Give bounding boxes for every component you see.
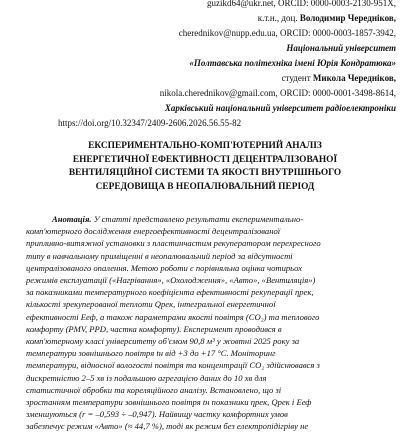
abstract-line: Анотація. У статті представлено результати експериментально- (52, 214, 304, 224)
abstract-line: зменшуються (r = –0,593 ÷ –0,947). Найвищу частку комфортних умов (26, 409, 288, 420)
author-name-student: Микола Чередніков, (312, 73, 396, 83)
abstract-line: забезпечує режим «Авто» (≈ 44,7 %), тоді як режим без електропідігріву не (26, 421, 309, 432)
abstract-line: температури, відносної вологості повітря та концентрації CO₂ здійснювався з (26, 360, 320, 371)
abstract-line: централізованого опалення. Метою роботи є порівняльна оцінка чотирьох (26, 262, 303, 273)
paper-title (40, 140, 370, 194)
abstract-line: температури зовнішнього повітря tн від +3 до +17 °С. Моніторинг (26, 348, 276, 359)
abstract-line: комфорту (PMV, PPD, частка комфорту). Експеримент проводився в (26, 323, 282, 334)
abstract-line: припливно-витяжної установки з пластинчастим рекуператором перехресного (26, 238, 321, 249)
title-line: ЕНЕРГЕТИЧНОЇ ЕФЕКТИВНОСТІ ДЕЦЕНТРАЛІЗОВАНОЇ (72, 154, 338, 165)
author-degree: к.т.н., доц. (257, 13, 300, 23)
abstract-line: ефективності Eеф, а також параметрами якості повітря (CO₂) та теплового (26, 311, 320, 322)
abstract-line: за показниками температурного коефіцієнта ефективності рекуперації ηрек, (26, 287, 314, 298)
doi-link[interactable]: https://doi.org/10.32347/2409-2606.2026.56.55-82 (58, 118, 242, 128)
abstract-line: комп'ютерного дослідження енергоефективності децентралізованої (26, 226, 281, 237)
title-line: ЕКСПЕРИМЕНТАЛЬНО-КОМП'ЮТЕРНИЙ АНАЛІЗ (88, 141, 322, 151)
author-name-3 (282, 72, 396, 85)
author-status: студент (281, 73, 313, 83)
abstract-line: кількості зрекуперованої теплоти Qрек, інтегральної енергетичної (26, 299, 276, 310)
abstract-label: Анотація. (52, 214, 92, 224)
affiliation-1b: «Полтавська політехніка імені Юрія Кондратюка» (189, 58, 396, 68)
author-email-2: cherednikov@nupp.edu.ua, ORCID: 0000-0003-1857-3942, (178, 28, 396, 38)
author-name: Володимир Чередніков, (299, 13, 396, 23)
abstract-line: комп'ютерному класі університету об'ємом 90,8 м³ у жовтні 2025 року за (26, 336, 300, 347)
abstract-line: режимів експлуатації («Нагрівання», «Охолодження», «Авто», «Вентиляція») (26, 275, 316, 286)
author-name-2 (258, 12, 396, 25)
title-line: СЕРЕДОВИЩА В НЕОПАЛЮВАЛЬНИЙ ПЕРІОД (95, 181, 315, 192)
abstract-line: зростанням температури зовнішнього повітря tн показники ηрек, Qрек і Eеф (26, 397, 312, 408)
affiliation-2: Харківський національний університет радіоелектроніки (164, 103, 396, 113)
abstract-line: типу в навчальному приміщенні в неопалювальний період за відсутності (26, 250, 293, 261)
author-email-3: nikola.cherednikov@gmail.com, ORCID: 0000-0001-3498-8614, (159, 88, 396, 98)
abstract-line: статистичної обробки та кореляційного аналізу. Встановлено, що зі (26, 384, 282, 395)
affiliation-1a: Національний університет (286, 43, 396, 53)
author-email-1: guzikd64@ukr.net, ORCID: 0000-0003-2130-951X, (206, 0, 396, 8)
abstract-line: дискретністю 2–5 хв із подальшою агрегацією даних до 10 хв для (26, 372, 267, 383)
abstract (26, 213, 366, 433)
title-line: ВЕНТИЛЯЦІЙНОЇ СИСТЕМИ ТА ЯКОСТІ ВНУТРІШНЬОГО (68, 168, 342, 178)
